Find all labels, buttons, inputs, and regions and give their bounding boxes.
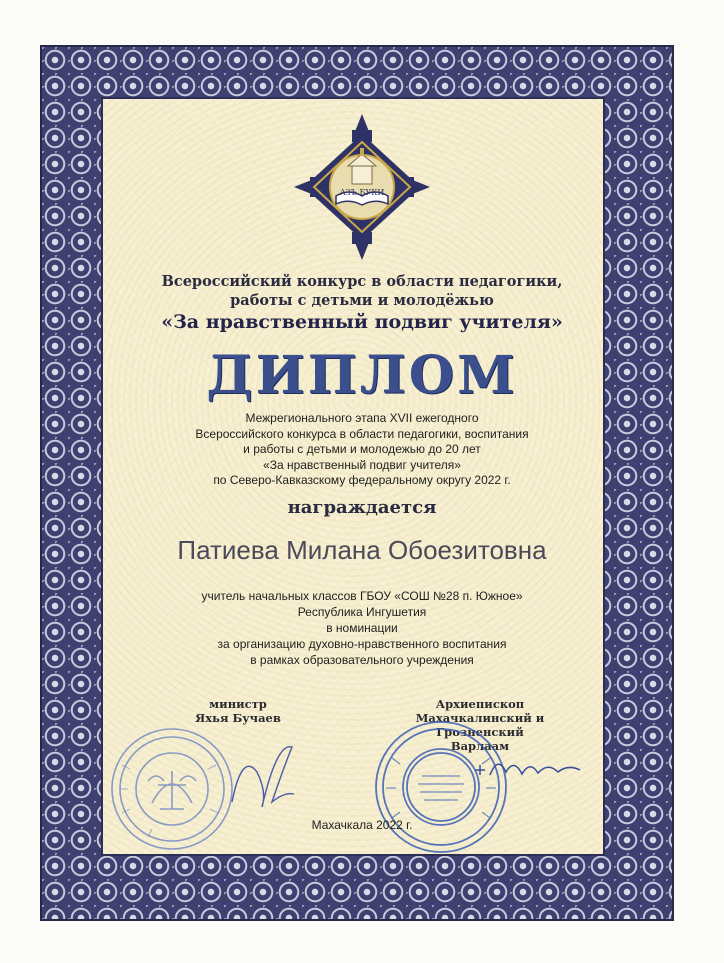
details-line: учитель начальных классов ГБОУ «СОШ №28 п. Южное» [201,589,523,603]
details-line: в номинации [326,621,398,635]
description-line: «За нравственный подвиг учителя» [263,457,461,472]
signatory-right-title: Архиепископ [435,697,525,711]
contest-title-line1: Всероссийский конкурс в области педагогики, [161,273,563,290]
signatory-left [178,697,298,725]
description-line: Всероссийского конкурса в области педагогики, воспитания [195,426,529,441]
recipient-details [0,588,724,668]
signatory-left-name: Яхья Бучаев [195,711,281,725]
signature-left-icon [222,732,302,822]
signatory-left-title: министр [209,697,267,711]
details-line: Республика Ингушетия [297,605,427,619]
signature-right-icon [470,740,590,790]
signatory-right-subtitle: Махачкалинский и Грозненский [415,711,545,739]
signatory-right-name: Варлаам [450,739,510,753]
svg-text:АЗЪ БУКИ: АЗЪ БУКИ [339,188,385,197]
diploma-heading: ДИПЛОМ [206,345,518,406]
ministry-stamp-icon [108,725,236,853]
contest-name: «За нравственный подвиг учителя» [161,311,563,333]
description-line: Межрегионального этапа XVII ежегодного [245,411,479,425]
details-line: за организацию духовно-нравственного воспитания [217,637,507,651]
place-and-year: Махачкала 2022 г. [311,818,413,832]
contest-title-line2: работы с детьми и молодёжью [230,292,494,309]
description-line: и работы с детьми и молодежью до 20 лет [243,442,481,456]
details-line: в рамках образовательного учреждения [250,653,474,667]
description-line: по Северо-Кавказскому федеральному округу 2022 г. [213,473,511,487]
awarded-label: награждается [287,497,437,518]
diploma-description [0,411,724,489]
contest-emblem-icon [292,112,432,262]
recipient-name: Патиева Милана Обоезитовна [177,535,547,565]
